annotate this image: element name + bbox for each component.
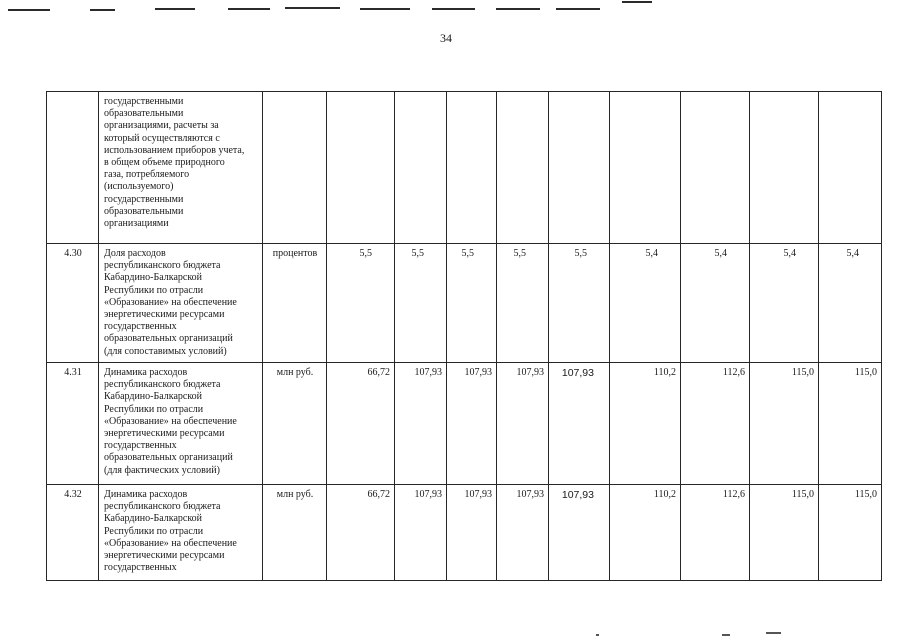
scan-speck bbox=[596, 634, 599, 636]
cell-unit: млн руб. bbox=[263, 485, 327, 581]
scan-dash bbox=[360, 8, 410, 10]
scan-dash bbox=[285, 7, 340, 9]
cell-value bbox=[549, 92, 610, 244]
cell-value bbox=[395, 92, 447, 244]
cell-value: 5,5 bbox=[497, 244, 549, 363]
cell-value: 107,93 bbox=[549, 485, 610, 581]
cell-value: 112,6 bbox=[681, 485, 750, 581]
scan-dash bbox=[155, 8, 195, 10]
scan-dash bbox=[622, 1, 652, 3]
cell-value: 110,2 bbox=[610, 363, 681, 485]
table-row bbox=[47, 485, 882, 581]
table-row bbox=[47, 92, 882, 244]
cell-value: 115,0 bbox=[819, 485, 882, 581]
cell-value bbox=[610, 92, 681, 244]
cell-value: 112,6 bbox=[681, 363, 750, 485]
scan-dash bbox=[90, 9, 115, 11]
cell-description: Динамика расходов республиканского бюджета Кабардино-Балкарской Республики по отрасли «Образование» на обеспечение энергетическими ресурсами государственных образовательных организаций (для фактических условий) bbox=[99, 363, 263, 485]
cell-value bbox=[327, 92, 395, 244]
scan-dash bbox=[496, 8, 540, 10]
table-row bbox=[47, 363, 882, 485]
cell-value: 5,5 bbox=[447, 244, 497, 363]
cell-value bbox=[750, 92, 819, 244]
cell-value: 5,4 bbox=[750, 244, 819, 363]
scan-dash bbox=[228, 8, 270, 10]
cell-value: 5,5 bbox=[395, 244, 447, 363]
cell-description: Динамика расходов республиканского бюджета Кабардино-Балкарской Республики по отрасли «Образование» на обеспечение энергетическими ресурсами государственных bbox=[99, 485, 263, 581]
scan-dash bbox=[432, 8, 475, 10]
cell-value: 66,72 bbox=[327, 485, 395, 581]
page-number: 34 bbox=[440, 31, 452, 45]
cell-value: 5,5 bbox=[549, 244, 610, 363]
cell-value: 107,93 bbox=[395, 363, 447, 485]
cell-value: 107,93 bbox=[497, 363, 549, 485]
cell-number: 4.31 bbox=[47, 363, 99, 485]
cell-value bbox=[447, 92, 497, 244]
cell-description: Доля расходов республиканского бюджета Кабардино-Балкарской Республики по отрасли «Образование» на обеспечение энергетическими ресурсами государственных образовательных организаций (для сопоставимых условий) bbox=[99, 244, 263, 363]
cell-value: 115,0 bbox=[819, 363, 882, 485]
cell-description: государственными образовательными организациями, расчеты за который осуществляются с использованием приборов учета, в общем объеме природного газа, потребляемого (используемого) государственными образовательными организациями bbox=[99, 92, 263, 244]
cell-value: 5,5 bbox=[327, 244, 395, 363]
cell-value: 66,72 bbox=[327, 363, 395, 485]
cell-number bbox=[47, 92, 99, 244]
cell-value bbox=[681, 92, 750, 244]
cell-number: 4.32 bbox=[47, 485, 99, 581]
cell-value: 115,0 bbox=[750, 363, 819, 485]
cell-unit: млн руб. bbox=[263, 363, 327, 485]
cell-value: 115,0 bbox=[750, 485, 819, 581]
cell-value: 107,93 bbox=[549, 363, 610, 485]
cell-value: 5,4 bbox=[681, 244, 750, 363]
cell-number: 4.30 bbox=[47, 244, 99, 363]
scan-speck bbox=[722, 634, 730, 636]
cell-value bbox=[819, 92, 882, 244]
cell-value: 107,93 bbox=[447, 485, 497, 581]
cell-value: 5,4 bbox=[610, 244, 681, 363]
cell-unit: процентов bbox=[263, 244, 327, 363]
cell-unit bbox=[263, 92, 327, 244]
cell-value: 110,2 bbox=[610, 485, 681, 581]
cell-value: 107,93 bbox=[395, 485, 447, 581]
cell-value bbox=[497, 92, 549, 244]
table-row bbox=[47, 244, 882, 363]
cell-value: 107,93 bbox=[497, 485, 549, 581]
cell-value: 107,93 bbox=[447, 363, 497, 485]
indicators-table bbox=[46, 91, 882, 581]
scan-dash bbox=[8, 9, 50, 11]
cell-value: 5,4 bbox=[819, 244, 882, 363]
scan-dash bbox=[556, 8, 600, 10]
scan-speck bbox=[766, 632, 781, 634]
